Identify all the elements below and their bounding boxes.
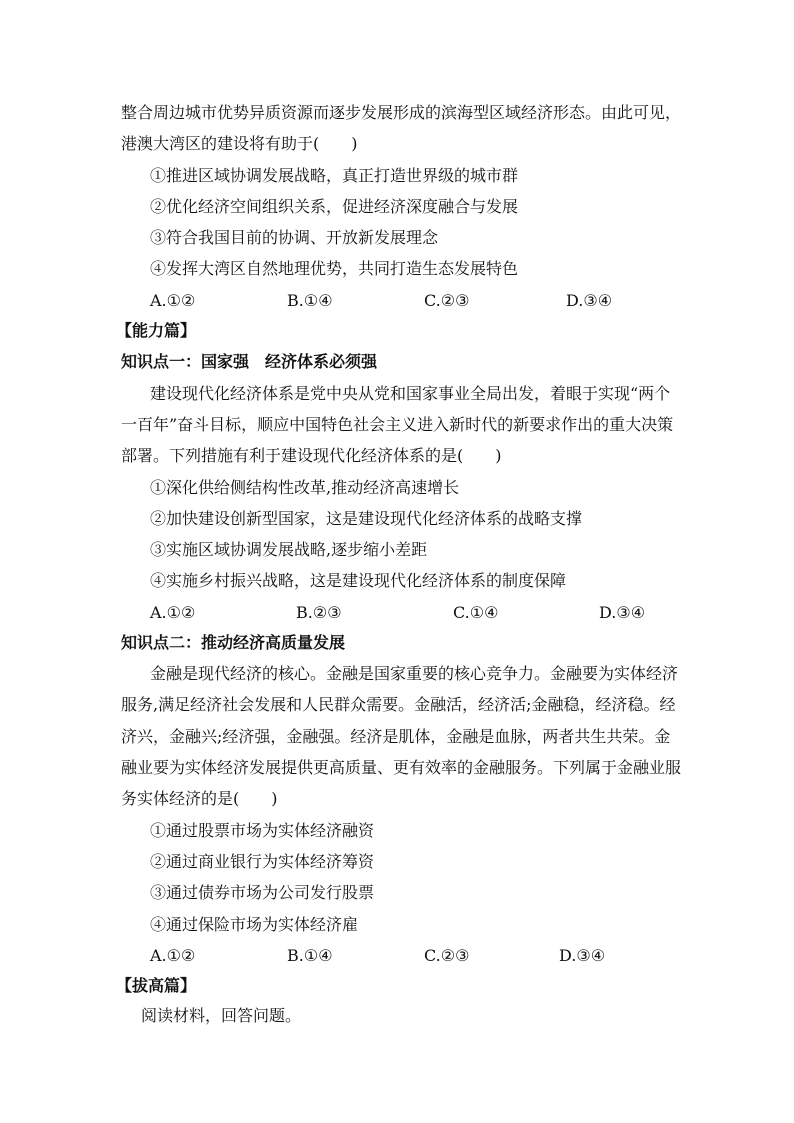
final-instruction: 阅读材料，回答问题。	[141, 1006, 302, 1025]
kp2-item-1: ①通过股票市场为实体经济融资	[150, 821, 375, 840]
q1-item-1: ①推进区域协调发展战略，真正打造世界级的城市群	[150, 166, 519, 185]
kp1-option-c[interactable]: C.①④	[453, 603, 499, 622]
kp1-stem-line-1: 建设现代化经济体系是党中央从党和国家事业全局出发，着眼于实现“两个	[150, 384, 671, 403]
kp1-stem-line-2: 一百年”奋斗目标，顺应中国特色社会主义进入新时代的新要求作出的重大决策	[121, 415, 674, 434]
kp2-item-4: ④通过保险市场为实体经济雇	[150, 915, 359, 934]
kp2-title: 知识点二：推动经济高质量发展	[121, 633, 346, 652]
kp2-stem-line-3: 济兴，金融兴;经济强，金融强。经济是肌体，金融是血脉，两者共生共荣。金	[121, 727, 671, 746]
q1-item-4: ④发挥大湾区自然地理优势，共同打造生态发展特色	[150, 259, 519, 278]
q1-stem-line-1: 整合周边城市优势异质资源而逐步发展形成的滨海型区域经济形态。由此可见，	[121, 103, 682, 122]
kp2-stem-line-1: 金融是现代经济的核心。金融是国家重要的核心竞争力。金融要为实体经济	[150, 664, 679, 683]
kp1-option-a[interactable]: A.①②	[150, 603, 196, 622]
kp1-option-b[interactable]: B.②③	[296, 603, 342, 622]
q1-item-3: ③符合我国目前的协调、开放新发展理念	[150, 228, 439, 247]
kp2-item-3: ③通过债券市场为公司发行股票	[150, 883, 375, 902]
kp2-option-a[interactable]: A.①②	[150, 946, 196, 965]
kp1-option-d[interactable]: D.③④	[599, 603, 646, 622]
q1-item-2: ②优化经济空间组织关系，促进经济深度融合与发展	[150, 197, 519, 216]
kp2-stem-line-5: 务实体经济的是( )	[121, 789, 278, 808]
kp1-item-2: ②加快建设创新型国家，这是建设现代化经济体系的战略支撑	[150, 509, 583, 528]
kp2-option-b[interactable]: B.①④	[287, 946, 333, 965]
kp1-item-4: ④实施乡村振兴战略，这是建设现代化经济体系的制度保障	[150, 571, 567, 590]
kp1-stem-line-3: 部署。下列措施有利于建设现代化经济体系的是( )	[121, 446, 502, 465]
q1-stem-line-2: 港澳大湾区的建设将有助于( )	[121, 134, 358, 153]
kp1-item-3: ③实施区域协调发展战略,逐步缩小差距	[150, 540, 428, 559]
kp1-item-1: ①深化供给侧结构性改革,推动经济高速增长	[150, 478, 460, 497]
section-ability-heading: 【能力篇】	[116, 321, 197, 340]
q1-option-b[interactable]: B.①④	[287, 291, 333, 310]
kp2-item-2: ②通过商业银行为实体经济筹资	[150, 852, 375, 871]
kp2-option-d[interactable]: D.③④	[559, 946, 606, 965]
section-advanced-heading: 【拔高篇】	[116, 976, 197, 995]
q1-option-c[interactable]: C.②③	[424, 291, 470, 310]
kp2-option-c[interactable]: C.②③	[424, 946, 470, 965]
q1-option-d[interactable]: D.③④	[566, 291, 613, 310]
kp1-title: 知识点一：国家强 经济体系必须强	[121, 352, 378, 371]
kp2-stem-line-2: 服务,满足经济社会发展和人民群众需要。金融活，经济活;金融稳，经济稳。经	[121, 695, 676, 714]
kp2-stem-line-4: 融业要为实体经济发展提供更高质量、更有效率的金融服务。下列属于金融业服	[121, 758, 682, 777]
q1-option-a[interactable]: A.①②	[150, 291, 196, 310]
